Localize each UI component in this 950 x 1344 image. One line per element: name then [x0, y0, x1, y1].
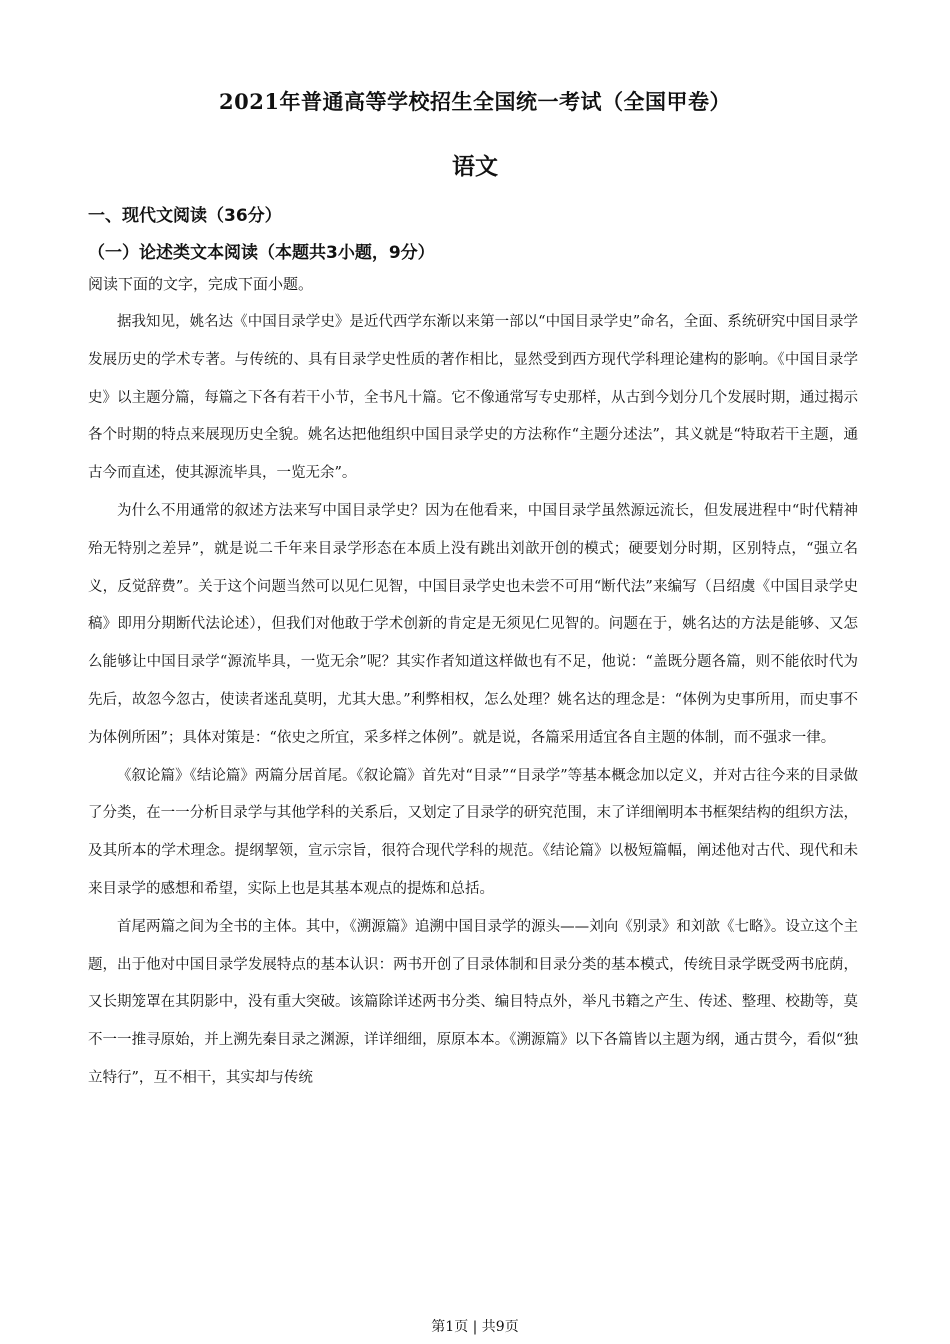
subject-title: 语文	[452, 153, 498, 180]
section-heading: 一、现代文阅读（36分）	[88, 206, 282, 226]
exam-title: 2021年普通高等学校招生全国统一考试（全国甲卷）	[219, 89, 731, 114]
reading-passage	[88, 304, 858, 1098]
passage-paragraph: 《叙论篇》《结论篇》两篇分居首尾。《叙论篇》首先对“目录”“目录学”等基本概念加以定义，并对古往今来的目录做了分类，在一一分析目录学与其他学科的关系后，又划定了目录学的研究范围，末了详细阐明本书框架结构的组织方法，及其所本的学术理念。提纲挈领，宣示宗旨，很符合现代学科的规范。《结论篇》以极短篇幅，阐述他对古代、现代和未来目录学的感想和希望，实际上也是其基本观点的提炼和总括。	[88, 767, 858, 897]
passage-paragraph: 据我知见，姚名达《中国目录学史》是近代西学东渐以来第一部以“中国目录学史”命名，全面、系统研究中国目录学发展历史的学术专著。与传统的、具有目录学史性质的著作相比，显然受到西方现代学科理论建构的影响。《中国目录学史》以主题分篇，每篇之下各有若干小节，全书凡十篇。它不像通常写专史那样，从古到今划分几个发展时期，通过揭示各个时期的特点来展现历史全貌。姚名达把他组织中国目录学史的方法称作“主题分述法”，其义就是“特取若干主题，通古今而直述，使其源流毕具，一览无余”。	[88, 314, 858, 482]
subsection-heading: （一）论述类文本阅读（本题共3小题，9分）	[88, 243, 435, 263]
passage-paragraph: 首尾两篇之间为全书的主体。其中，《溯源篇》追溯中国目录学的源头——刘向《别录》和刘歆《七略》。设立这个主题，出于他对中国目录学发展特点的基本认识：两书开创了目录体制和目录分类的基本模式，传统目录学既受两书庇荫，又长期笼罩在其阴影中，没有重大突破。该篇除详述两书分类、编目特点外，举凡书籍之产生、传述、整理、校勘等，莫不一一推寻原始，并上溯先秦目录之渊源，详详细细，原原本本。《溯源篇》以下各篇皆以主题为纲，通古贯今，看似“独立特行”，互不相干，其实却与传统	[88, 918, 858, 1086]
page-footer: 第1页 | 共9页	[431, 1319, 519, 1335]
passage-paragraph: 为什么不用通常的叙述方法来写中国目录学史？因为在他看来，中国目录学虽然源远流长，但发展进程中“时代精神殆无特别之差异”，就是说二千年来目录学形态在本质上没有跳出刘歆开创的模式；硬要划分时期，区别特点，“强立名义，反觉辞费”。关于这个问题当然可以见仁见智，中国目录学史也未尝不可用“断代法”来编写（吕绍虞《中国目录学史稿》即用分期断代法论述），但我们对他敢于学术创新的肯定是无须见仁见智的。问题在于，姚名达的方法是能够、又怎么能够让中国目录学“源流毕具，一览无余”呢？其实作者知道这样做也有不足，他说：“盖既分题各篇，则不能依时代为先后，故忽今忽古，使读者迷乱莫明，尤其大患。”利弊相权，怎么处理？姚名达的理念是：“体例为史事所用，而史事不为体例所困”；具体对策是：“依史之所宜，采多样之体例”。就是说，各篇采用适宜各自主题的体制，而不强求一律。	[88, 502, 858, 746]
reading-instruction: 阅读下面的文字，完成下面小题。	[88, 275, 314, 293]
